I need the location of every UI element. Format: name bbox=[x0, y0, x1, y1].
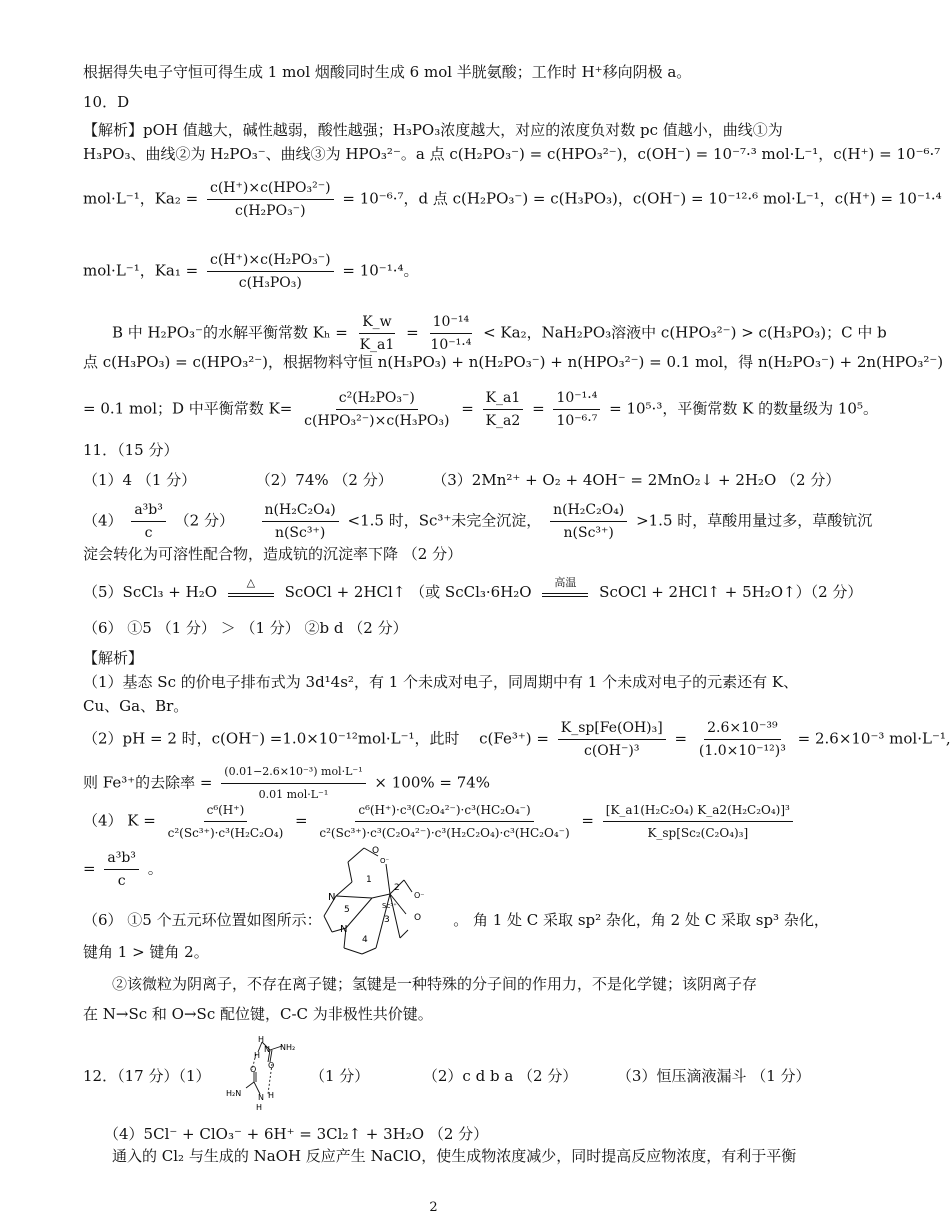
nh2-label: NH₂ bbox=[280, 1043, 296, 1052]
numerator: K_w bbox=[359, 312, 394, 334]
denominator: 10⁻⁶·⁷ bbox=[556, 413, 598, 429]
q11-exp-7b: 在 N→Sc 和 O→Sc 配位键，C-C 为非极性共价键。 bbox=[83, 1005, 433, 1023]
numerator: 10⁻¹·⁴ bbox=[553, 388, 600, 410]
q11-exp-6 bbox=[83, 910, 829, 930]
text: = bbox=[406, 323, 419, 342]
text: ScOCl + 2HCl↑ （或 ScCl₃·6H₂O bbox=[284, 583, 532, 601]
q10-line-1: 【解析】pOH 值越大，碱性越弱，酸性越强；H₃PO₃浓度越大，对应的浓度负对数 pc 值越小，曲线①为 bbox=[83, 121, 783, 139]
text: （2 分） bbox=[174, 511, 234, 530]
numerator: a³b³ bbox=[104, 848, 139, 870]
fraction-k-2 bbox=[316, 800, 572, 843]
denominator: n(Sc³⁺) bbox=[563, 525, 614, 541]
q11-answer-6: （6） ①5 （1 分） ＞ （1 分） ②b d （2 分） bbox=[83, 619, 408, 637]
text: ScOCl + 2HCl↑ + 5H₂O↑）（2 分） bbox=[599, 583, 863, 601]
text: c(Fe³⁺) = bbox=[479, 729, 549, 748]
h-atom-label: H bbox=[258, 1035, 265, 1044]
condition-heat: △ bbox=[246, 576, 256, 589]
denominator: c bbox=[144, 525, 153, 541]
q11-exp-4 bbox=[83, 800, 797, 843]
h2n-label: H₂N bbox=[226, 1089, 242, 1098]
sc-label: Sc³⁺ bbox=[382, 902, 397, 910]
eq: = bbox=[532, 399, 545, 418]
q11-exp-2 bbox=[83, 718, 951, 761]
numerator: (0.01−2.6×10⁻³) mol·L⁻¹ bbox=[221, 762, 365, 784]
eq: = bbox=[581, 811, 594, 830]
text: = 2.6×10⁻³ mol·L⁻¹, bbox=[797, 729, 951, 748]
text: mol·L⁻¹，Ka₂ = bbox=[83, 189, 199, 208]
text: 。 角 1 处 C 采取 sp² 杂化，角 2 处 C 采取 sp³ 杂化， bbox=[453, 911, 829, 929]
q10-line-6: 点 c(H₃PO₃) = c(HPO₃²⁻)，根据物料守恒 n(H₃PO₃) + n(H₂PO₃⁻) + n(HPO₃²⁻) = 0.1 mol，得 n(H₂PO₃⁻) + 2n(HPO₃²⁻) bbox=[83, 353, 944, 371]
sc-complex-structure bbox=[316, 838, 448, 960]
fraction-k bbox=[301, 388, 452, 431]
q11-answer-4 bbox=[83, 500, 872, 543]
q10-answer: 10．D bbox=[83, 93, 130, 111]
denominator: (1.0×10⁻¹²)³ bbox=[698, 743, 786, 759]
text: >1.5 时，草酸用量过多，草酸钪沉 bbox=[636, 511, 873, 530]
q10-line-7 bbox=[83, 388, 878, 431]
denominator: K_a1 bbox=[359, 337, 395, 353]
denominator: c²(Sc³⁺)·c³(H₂C₂O₄) bbox=[167, 826, 284, 840]
oxygen-minus-label: O⁻ bbox=[380, 857, 390, 865]
eq: = bbox=[295, 811, 308, 830]
denominator: c(H₃PO₃) bbox=[238, 275, 302, 291]
numerator: 2.6×10⁻³⁹ bbox=[704, 718, 780, 740]
nitrogen-label-1: N bbox=[328, 892, 336, 903]
fraction-a3b3-c bbox=[104, 848, 139, 891]
answer-2: （2）c d b a （2 分） bbox=[422, 1067, 578, 1085]
text: （6） ①5 个五元环位置如图所示： bbox=[83, 911, 322, 929]
q11-exp-1b: Cu、Ga、Br。 bbox=[83, 697, 189, 715]
numerator: a³b³ bbox=[131, 500, 166, 522]
denominator: K_sp[Sc₂(C₂O₄)₃] bbox=[647, 826, 749, 840]
ring-5-label: 5 bbox=[344, 905, 350, 915]
fraction-ka1 bbox=[207, 250, 334, 293]
q11-answer-4-cont: 淀会转化为可溶性配合物，造成钪的沉淀率下降 （2 分） bbox=[83, 545, 463, 563]
oxygen-label-2: O bbox=[414, 913, 422, 923]
page-number: 2 bbox=[429, 1200, 438, 1215]
q11-exp-1: （1）基态 Sc 的价电子排布式为 3d¹4s²，有 1 个未成对电子，同周期中有 1 个未成对电子的元素还有 K、 bbox=[83, 673, 799, 691]
q10-line-5 bbox=[112, 312, 887, 355]
denominator: K_a2 bbox=[485, 413, 521, 429]
denominator: c(OH⁻)³ bbox=[584, 743, 640, 759]
fraction-ratio-1 bbox=[262, 500, 339, 543]
h-atom-label-3: H bbox=[256, 1103, 263, 1112]
q11-exp-6b: 键角 1 > 键角 2。 bbox=[83, 943, 209, 961]
text: （4） bbox=[83, 511, 123, 530]
denominator: 0.01 mol·L⁻¹ bbox=[258, 788, 329, 801]
text: B 中 H₂PO₃⁻的水解平衡常数 Kₕ = bbox=[112, 323, 348, 342]
q10-line-4 bbox=[83, 250, 419, 293]
text: = bbox=[83, 859, 96, 878]
nitrogen-label-2: N bbox=[340, 924, 348, 935]
h-atom-label-4: H bbox=[268, 1091, 275, 1100]
text: × 100% = 74% bbox=[374, 773, 491, 792]
eq: = bbox=[461, 399, 474, 418]
denominator: c(H₂PO₃⁻) bbox=[235, 203, 306, 219]
denominator: c²(Sc³⁺)·c³(C₂O₄²⁻)·c³(H₂C₂O₄)·c³(HC₂O₄⁻) bbox=[319, 826, 570, 840]
oxygen-label: O bbox=[372, 846, 380, 856]
q10-line-3 bbox=[83, 178, 942, 221]
fraction-ka-ratio bbox=[483, 388, 524, 431]
intro-line: 根据得失电子守恒可得生成 1 mol 烟酸同时生成 6 mol 半胱氨酸；工作时 H⁺移向阴极 a。 bbox=[83, 63, 692, 81]
fraction-kw bbox=[357, 312, 398, 355]
q12-answer-4b: 通入的 Cl₂ 与生成的 NaOH 反应产生 NaClO，使生成物浓度减少，同时提高反应物浓度，有利于平衡 bbox=[112, 1147, 797, 1165]
fraction-ksp bbox=[558, 718, 666, 761]
q11-exp-7: ②该微粒为阴离子，不存在离子键；氢键是一种特殊的分子间的作用力，不是化学键；该阴离子存 bbox=[112, 975, 758, 993]
numerator: n(H₂C₂O₄) bbox=[262, 500, 339, 522]
urea-dimer-structure bbox=[220, 1032, 306, 1114]
numerator: 10⁻¹⁴ bbox=[430, 312, 472, 334]
ring-4-label: 4 bbox=[362, 935, 368, 945]
text: <1.5 时，Sc³⁺未完全沉淀， bbox=[347, 511, 542, 530]
text: （2）pH = 2 时，c(OH⁻) =1.0×10⁻¹²mol·L⁻¹，此时 bbox=[83, 729, 460, 748]
q11-exp-5 bbox=[83, 848, 163, 891]
eq: = bbox=[674, 729, 688, 748]
o-atom-label: O bbox=[268, 1061, 275, 1070]
numerator: K_sp[Fe(OH)₃] bbox=[558, 718, 666, 740]
numerator: n(H₂C₂O₄) bbox=[550, 500, 627, 522]
text: = 10⁵·³，平衡常数 K 的数量级为 10⁵。 bbox=[609, 399, 878, 418]
text: 则 Fe³⁺的去除率 = bbox=[83, 773, 213, 792]
answer-1-score: （1 分） bbox=[310, 1067, 370, 1085]
n-atom-label-2: N bbox=[258, 1093, 264, 1102]
fraction-values bbox=[553, 388, 600, 431]
arrow-heat bbox=[228, 576, 274, 597]
q11-head: 11．（15 分） bbox=[83, 441, 179, 459]
q10-line-2: H₃PO₃、曲线②为 H₂PO₃⁻、曲线③为 HPO₃²⁻。a 点 c(H₂PO₃⁻) = c(HPO₃²⁻)，c(OH⁻) = 10⁻⁷·³ mol·L⁻¹，c(H⁺) = 10⁻⁶·⁷ bbox=[83, 145, 941, 163]
denominator: c(HPO₃²⁻)×c(H₃PO₃) bbox=[304, 413, 450, 429]
fraction-ratio-2 bbox=[550, 500, 627, 543]
numerator: [K_a1(H₂C₂O₄) K_a2(H₂C₂O₄)]³ bbox=[603, 800, 793, 822]
fraction-values bbox=[696, 718, 789, 761]
text: = 10⁻⁶·⁷，d 点 c(H₂PO₃⁻) = c(H₃PO₃)，c(OH⁻) = 10⁻¹²·⁶ mol·L⁻¹，c(H⁺) = 10⁻¹·⁴ bbox=[342, 189, 942, 208]
denominator: 10⁻¹·⁴ bbox=[430, 337, 472, 353]
q11-jiexi: 【解析】 bbox=[83, 649, 144, 667]
text: （4） K = bbox=[83, 811, 156, 830]
fraction-k-3 bbox=[603, 800, 793, 843]
text: = 0.1 mol；D 中平衡常数 K= bbox=[83, 399, 293, 418]
numerator: c⁶(H⁺)·c³(C₂O₄²⁻)·c³(HC₂O₄⁻) bbox=[355, 800, 533, 822]
q12-answers bbox=[310, 1066, 811, 1086]
numerator: c(H⁺)×c(H₂PO₃⁻) bbox=[207, 250, 334, 272]
answer-3: （3）恒压滴液漏斗 （1 分） bbox=[616, 1067, 811, 1085]
q11-answer-5 bbox=[83, 576, 863, 602]
q11-answers-1-3 bbox=[83, 470, 840, 490]
text: < Ka₂，NaH₂PO₃溶液中 c(HPO₃²⁻) > c(H₃PO₃)；C 中 b bbox=[483, 323, 887, 342]
fraction-removal bbox=[221, 762, 365, 805]
numerator: c(H⁺)×c(HPO₃²⁻) bbox=[207, 178, 334, 200]
condition-high-temp: 高温 bbox=[554, 576, 577, 589]
fraction-ka2 bbox=[207, 178, 334, 221]
denominator: c bbox=[117, 873, 126, 889]
text: = 10⁻¹·⁴。 bbox=[342, 261, 419, 280]
q12-answer-4: （4）5Cl⁻ + ClO₃⁻ + 6H⁺ = 3Cl₂↑ + 3H₂O （2 分） bbox=[104, 1125, 489, 1143]
oxygen-minus-label-2: O⁻ bbox=[414, 891, 425, 900]
text: 。 bbox=[147, 859, 163, 878]
denominator: n(Sc³⁺) bbox=[274, 525, 326, 541]
numerator: c⁶(H⁺) bbox=[204, 800, 248, 822]
text: mol·L⁻¹，Ka₁ = bbox=[83, 261, 199, 280]
fraction-a3b3-c bbox=[131, 500, 166, 543]
answer-3: （3）2Mn²⁺ + O₂ + 4OH⁻ = 2MnO₂↓ + 2H₂O （2 分） bbox=[432, 471, 841, 489]
ring-1-label: 1 bbox=[366, 875, 372, 885]
fraction-k-1 bbox=[165, 800, 287, 843]
o-atom-label-2: O bbox=[250, 1065, 257, 1074]
answer-2: （2）74% （2 分） bbox=[255, 471, 393, 489]
q11-exp-3 bbox=[83, 762, 490, 805]
q12-head: 12．（17 分）（1） bbox=[83, 1067, 211, 1085]
answer-1: （1）4 （1 分） bbox=[83, 471, 197, 489]
numerator: K_a1 bbox=[483, 388, 524, 410]
ring-3-label: 3 bbox=[384, 915, 390, 925]
ring-2-label: 2 bbox=[394, 883, 400, 893]
fraction-values bbox=[427, 312, 474, 355]
arrow-high-temp bbox=[542, 576, 588, 597]
text: （5）ScCl₃ + H₂O bbox=[83, 583, 218, 601]
h-atom-label-2: H bbox=[254, 1051, 261, 1060]
numerator: c²(H₂PO₃⁻) bbox=[336, 388, 418, 410]
n-atom-label: N bbox=[264, 1045, 270, 1054]
